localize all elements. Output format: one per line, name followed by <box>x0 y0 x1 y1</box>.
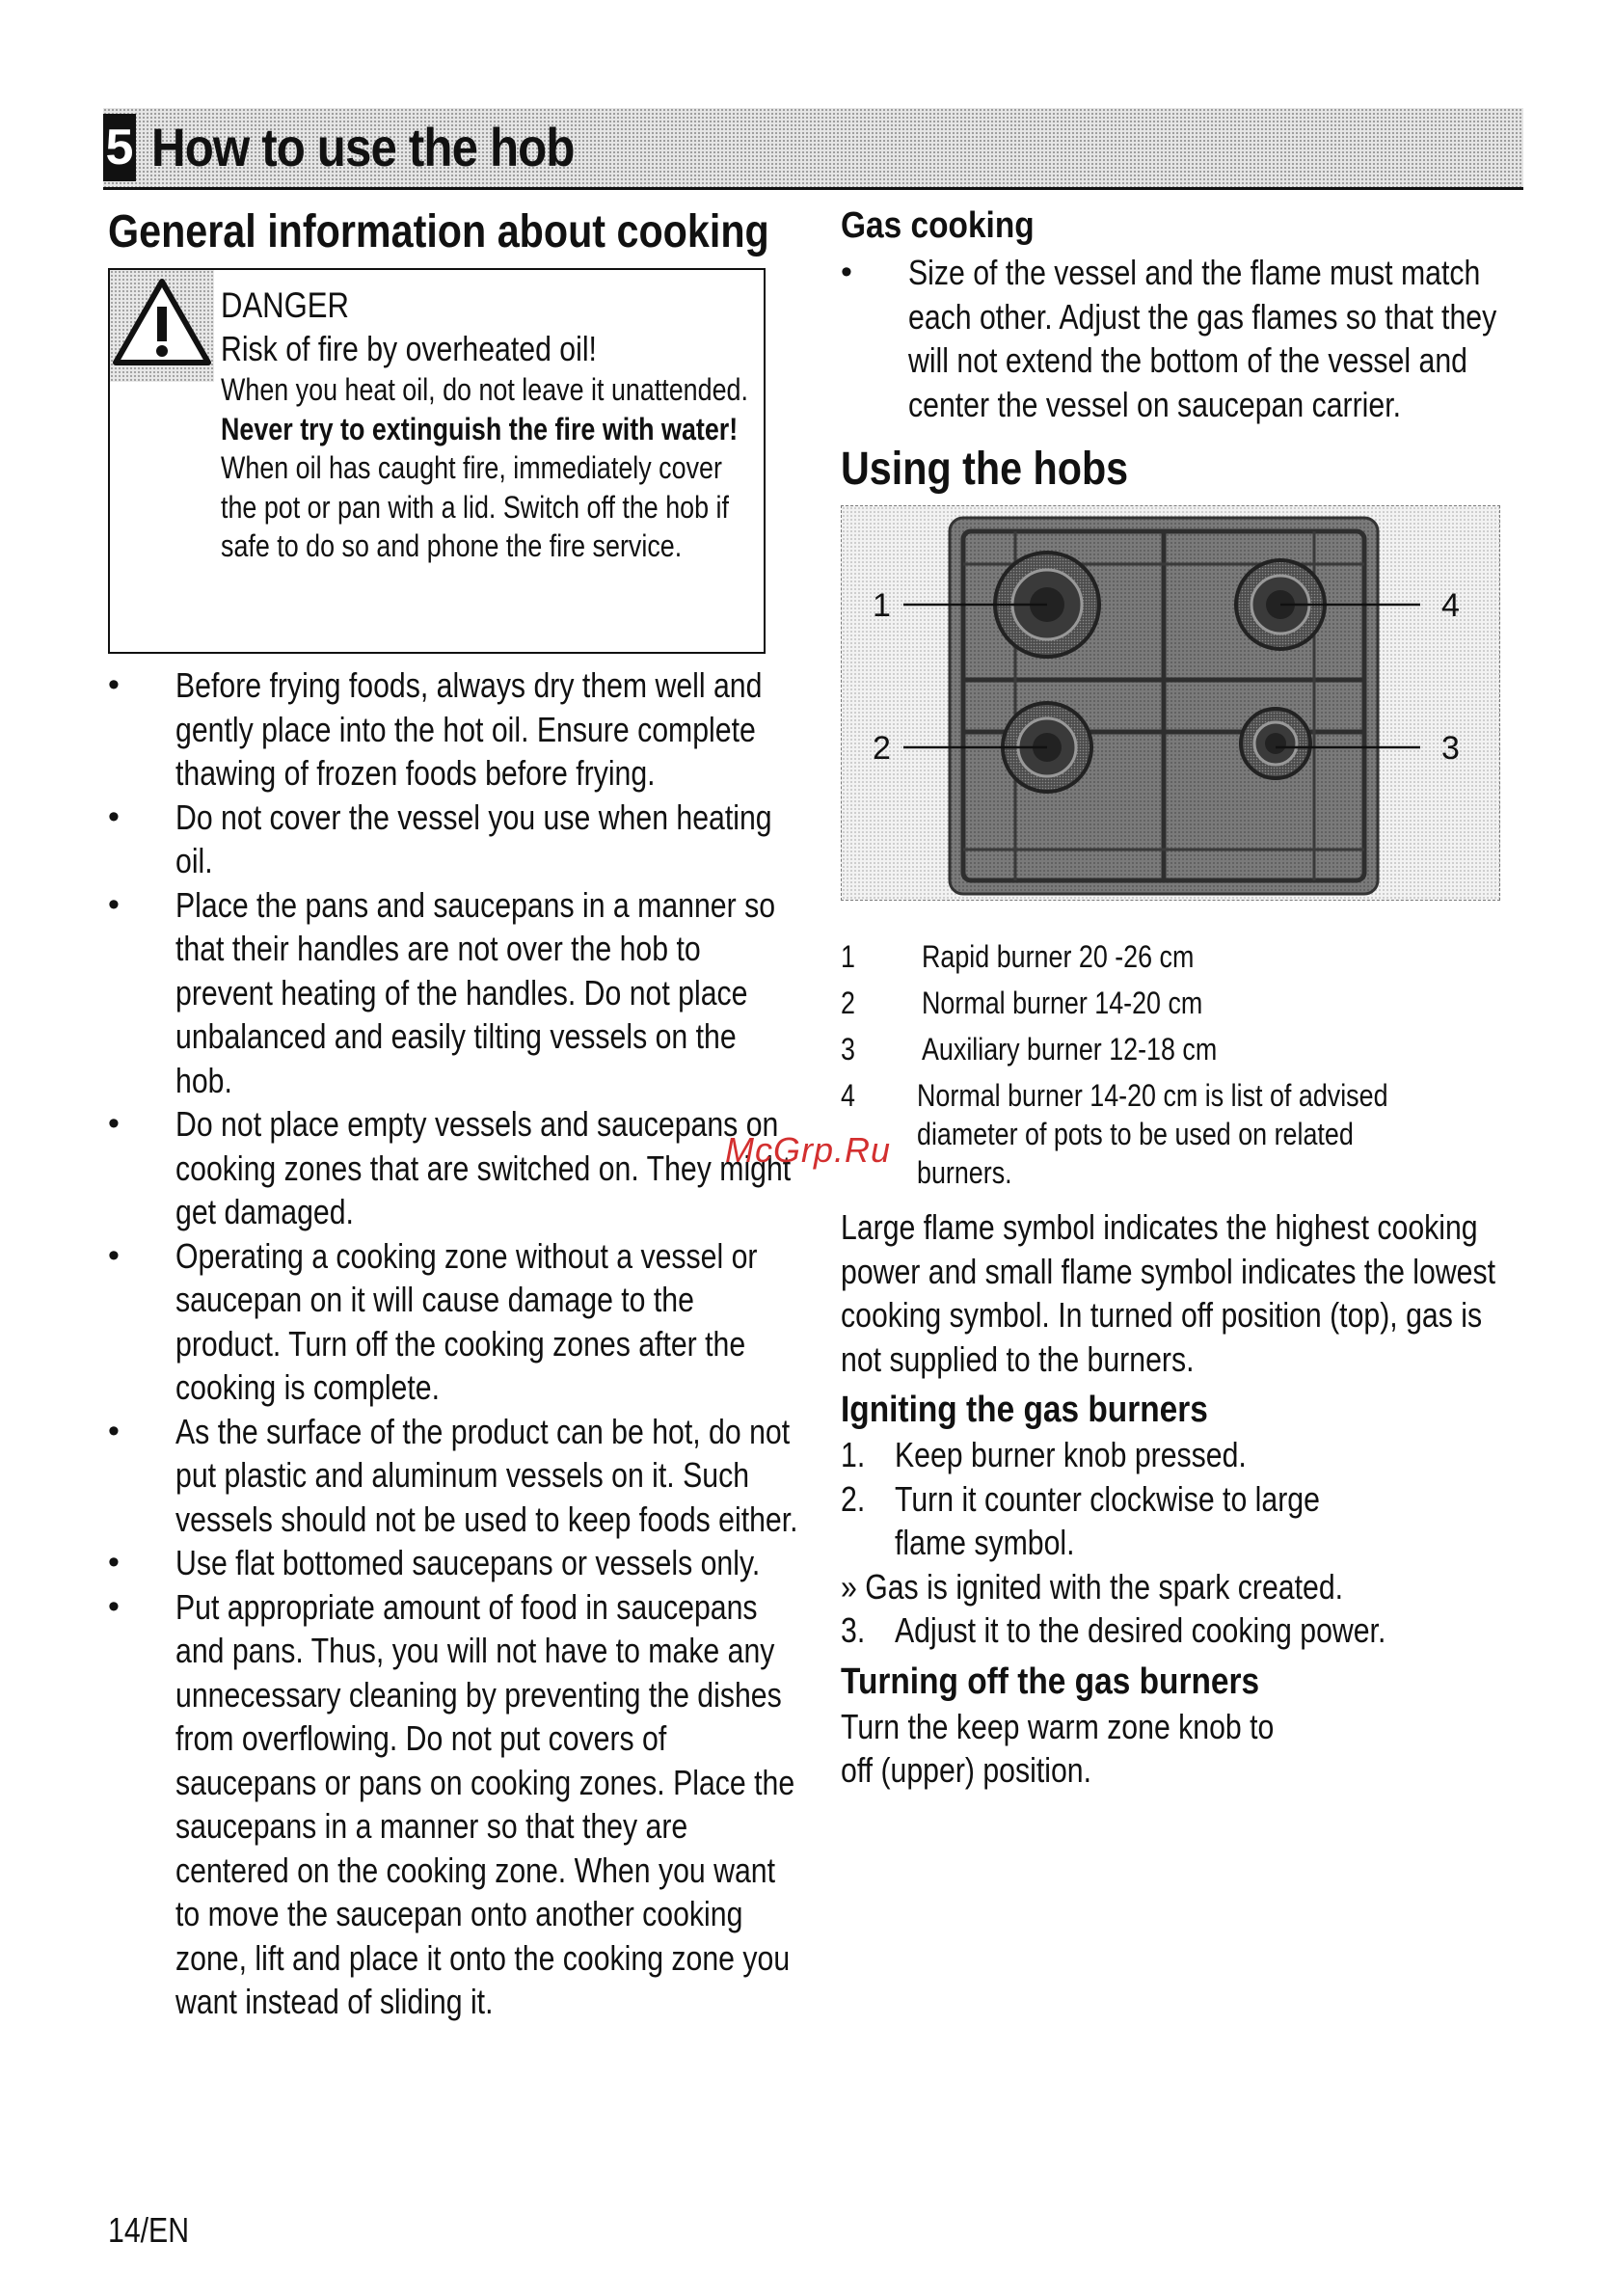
warning-triangle-icon <box>112 278 212 366</box>
list-item: • Size of the vessel and the flame must match each other. Adjust the gas flames so that they will not extend the bottom of the vessel and center the vessel on saucepan carrier. <box>841 251 1516 426</box>
figure-label-4: 4 <box>1441 587 1460 624</box>
legend-row: 3 Auxiliary burner 12-18 cm <box>841 1032 1217 1067</box>
danger-instructions: When oil has caught fire, immediately cover the pot or pan with a lid. Switch off the hob if safe to do so and phone the fire service. <box>221 450 729 563</box>
ignite-steps-continued <box>841 1608 1516 1653</box>
figure-label-1: 1 <box>873 587 891 624</box>
ignite-result: » Gas is ignited with the spark created. <box>841 1566 1344 1607</box>
turning-off-heading: Turning off the gas burners <box>841 1661 1260 1702</box>
danger-box <box>108 268 766 654</box>
section-number: 5 <box>103 114 136 181</box>
turning-off-text: Turn the keep warm zone knob to off (upper) position. <box>841 1706 1275 1790</box>
using-hobs-heading: Using the hobs <box>841 444 1129 495</box>
cooking-bullet-list <box>108 663 802 2024</box>
list-item: • Do not cover the vessel you use when heating oil. <box>108 796 802 883</box>
list-item: • Put appropriate amount of food in saucepans and pans. Thus, you will not have to make any unnecessary cleaning by preventing the dishes from overflowing. Do not put covers of saucepans or pans on cooking zones. Place the saucepans in a manner so that they are centered on the cooking zone. When you want to move the saucepan onto another cooking zone, lift and place it onto the cooking zone you want instead of sliding it. <box>108 1585 802 2024</box>
gas-bullet-list <box>841 251 1516 426</box>
watermark: McGrp.Ru <box>725 1130 892 1170</box>
list-item: 3. Adjust it to the desired cooking power. <box>841 1610 1386 1650</box>
ignite-steps <box>841 1433 1516 1565</box>
right-column <box>841 203 1516 1793</box>
burner-legend <box>841 933 1516 1192</box>
legend-row: 4 Normal burner 14-20 cm is list of advised diameter of pots to be used on related burners. <box>841 1078 1388 1190</box>
page-number: 14/EN <box>108 2210 190 2250</box>
legend-row: 1 Rapid burner 20 -26 cm <box>841 939 1194 974</box>
danger-line-2 <box>221 410 761 566</box>
list-item: • Use flat bottomed saucepans or vessels only. <box>108 1541 802 1585</box>
danger-corner <box>110 270 214 382</box>
gas-cooking-heading: Gas cooking <box>841 205 1035 246</box>
danger-risk: Risk of fire by overheated oil! <box>221 329 597 368</box>
list-item: • As the surface of the product can be hot, do not put plastic and aluminum vessels on it. Such vessels should not be used to keep foods either. <box>108 1410 802 1542</box>
figure-label-3: 3 <box>1441 730 1460 767</box>
hob-illustration <box>842 506 1501 902</box>
danger-bold-warning: Never try to extinguish the fire with water! <box>221 411 739 446</box>
danger-title: DANGER <box>221 285 349 325</box>
danger-line-1: When you heat oil, do not leave it unattended. <box>221 372 748 407</box>
section-header-bar <box>103 108 1523 190</box>
igniting-heading: Igniting the gas burners <box>841 1390 1208 1430</box>
hob-figure <box>841 505 1500 901</box>
left-column <box>108 203 802 2024</box>
list-item: • Place the pans and saucepans in a manner so that their handles are not over the hob to prevent heating of the handles. Do not place unbalanced and easily tilting vessels on the hob. <box>108 883 802 1103</box>
legend-row: 2 Normal burner 14-20 cm <box>841 986 1202 1020</box>
list-item: • Operating a cooking zone without a vessel or saucepan on it will cause damage to the product. Turn off the cooking zones after the cooking is complete. <box>108 1234 802 1410</box>
list-item: 2. Turn it counter clockwise to large flame symbol. <box>841 1478 1320 1562</box>
flame-symbol-text: Large flame symbol indicates the highest cooking power and small flame symbol indicates the lowest cooking symbol. In turned off position (top), gas is not supplied to the burners. <box>841 1207 1496 1379</box>
list-item: • Before frying foods, always dry them well and gently place into the hot oil. Ensure complete thawing of frozen foods before frying. <box>108 663 802 796</box>
danger-content <box>221 284 761 566</box>
general-info-heading: General information about cooking <box>108 206 769 257</box>
burner-3-auxiliary <box>1241 709 1310 778</box>
section-title: How to use the hob <box>151 117 575 177</box>
list-item: • Do not place empty vessels and saucepans on cooking zones that are switched on. They might get damaged. <box>108 1102 802 1234</box>
figure-label-2: 2 <box>873 730 891 767</box>
list-item: 1. Keep burner knob pressed. <box>841 1435 1247 1474</box>
